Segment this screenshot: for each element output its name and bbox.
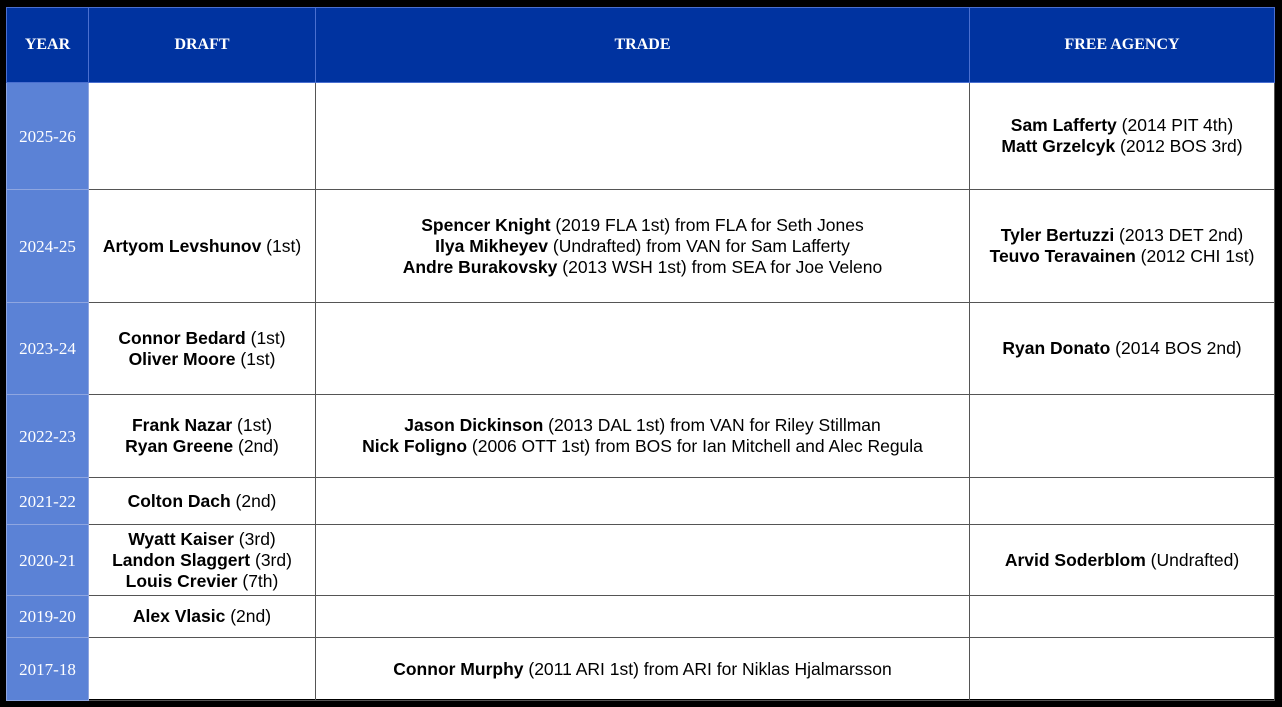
draft-entry [89, 236, 315, 257]
acquisition-detail: (2006 OTT 1st) from BOS for Ian Mitchell and Alec Regula [467, 436, 923, 456]
table-row [7, 596, 1275, 638]
trade-cell [316, 596, 970, 638]
table-row [7, 478, 1275, 525]
year-cell: 2023-24 [7, 303, 89, 395]
free-agency-entry [970, 550, 1274, 571]
player-name: Sam Lafferty [1010, 115, 1117, 135]
trade-cell [316, 638, 970, 701]
header-draft: DRAFT [89, 8, 316, 83]
draft-entry [89, 550, 315, 571]
player-name: Wyatt Kaiser [128, 528, 234, 549]
player-name: Landon Slaggert [112, 549, 251, 570]
trade-entry [316, 436, 969, 457]
trade-cell [316, 190, 970, 303]
year-cell: 2019-20 [7, 596, 89, 638]
draft-cell [89, 83, 316, 190]
player-name: Alex Vlasic [132, 606, 226, 626]
draft-cell [89, 525, 316, 596]
draft-entry [89, 571, 315, 592]
acquisition-detail: (1st) [232, 415, 273, 435]
header-year: YEAR [7, 8, 89, 83]
player-name: Tyler Bertuzzi [1000, 225, 1115, 245]
draft-cell [89, 638, 316, 701]
acquisition-detail: (1st) [261, 235, 302, 256]
free-agency-cell [970, 190, 1275, 303]
table-body [7, 83, 1275, 701]
free-agency-entry [970, 338, 1274, 359]
roster-acquisition-table [6, 7, 1275, 701]
header-row [7, 8, 1275, 83]
acquisition-detail: (2019 FLA 1st) from FLA for Seth Jones [550, 214, 864, 235]
player-name: Oliver Moore [128, 348, 236, 369]
acquisition-detail: (2013 DAL 1st) from VAN for Riley Stillman [543, 415, 881, 435]
acquisition-detail: (Undrafted) from VAN for Sam Lafferty [548, 235, 850, 256]
free-agency-cell [970, 83, 1275, 190]
free-agency-cell [970, 638, 1275, 701]
roster-table-frame [6, 7, 1274, 699]
trade-entry [316, 215, 969, 236]
year-cell: 2021-22 [7, 478, 89, 525]
draft-cell [89, 190, 316, 303]
trade-entry [316, 257, 969, 278]
header-trade: TRADE [316, 8, 970, 83]
acquisition-detail: (2014 PIT 4th) [1116, 115, 1234, 135]
acquisition-detail: (2nd) [225, 606, 272, 626]
player-name: Artyom Levshunov [102, 235, 262, 256]
player-name: Ryan Donato [1002, 338, 1111, 358]
acquisition-detail: (3rd) [250, 549, 292, 570]
trade-cell [316, 395, 970, 478]
acquisition-detail: (2011 ARI 1st) from ARI for Niklas Hjalmarsson [523, 658, 892, 679]
free-agency-entry [970, 115, 1274, 136]
acquisition-detail: (2nd) [230, 490, 277, 511]
player-name: Connor Murphy [393, 658, 524, 679]
draft-cell [89, 303, 316, 395]
player-name: Nick Foligno [362, 436, 468, 456]
free-agency-cell [970, 478, 1275, 525]
draft-entry [89, 436, 315, 457]
draft-cell [89, 596, 316, 638]
trade-cell [316, 525, 970, 596]
free-agency-cell [970, 395, 1275, 478]
acquisition-detail: (2014 BOS 2nd) [1110, 338, 1242, 358]
player-name: Ilya Mikheyev [435, 235, 549, 256]
free-agency-cell [970, 596, 1275, 638]
trade-entry [316, 236, 969, 257]
acquisition-detail: (2013 DET 2nd) [1114, 225, 1244, 245]
player-name: Jason Dickinson [404, 415, 544, 435]
draft-entry [89, 529, 315, 550]
draft-entry [89, 491, 315, 512]
player-name: Matt Grzelcyk [1001, 136, 1116, 156]
year-cell: 2022-23 [7, 395, 89, 478]
table-row [7, 638, 1275, 701]
free-agency-entry [970, 136, 1274, 157]
player-name: Andre Burakovsky [402, 256, 558, 277]
acquisition-detail: (2013 WSH 1st) from SEA for Joe Veleno [557, 256, 883, 277]
acquisition-detail: (3rd) [233, 528, 276, 549]
free-agency-cell [970, 525, 1275, 596]
player-name: Spencer Knight [421, 214, 551, 235]
player-name: Colton Dach [127, 490, 231, 511]
acquisition-detail: (Undrafted) [1145, 549, 1240, 570]
acquisition-detail: (1st) [235, 348, 276, 369]
draft-entry [89, 349, 315, 370]
player-name: Arvid Soderblom [1004, 549, 1146, 570]
draft-entry [89, 328, 315, 349]
free-agency-entry [970, 246, 1274, 267]
draft-entry [89, 415, 315, 436]
acquisition-detail: (7th) [237, 570, 279, 591]
year-cell: 2017-18 [7, 638, 89, 701]
player-name: Ryan Greene [125, 436, 234, 456]
free-agency-entry [970, 225, 1274, 246]
table-row [7, 303, 1275, 395]
acquisition-detail: (1st) [245, 327, 286, 348]
table-row [7, 525, 1275, 596]
trade-cell [316, 478, 970, 525]
player-name: Teuvo Teravainen [989, 246, 1136, 266]
year-cell: 2020-21 [7, 525, 89, 596]
acquisition-detail: (2012 BOS 3rd) [1115, 136, 1243, 156]
player-name: Louis Crevier [125, 570, 238, 591]
table-row [7, 83, 1275, 190]
acquisition-detail: (2012 CHI 1st) [1135, 246, 1255, 266]
player-name: Frank Nazar [131, 415, 233, 435]
free-agency-cell [970, 303, 1275, 395]
draft-entry [89, 606, 315, 627]
trade-cell [316, 303, 970, 395]
player-name: Connor Bedard [118, 327, 246, 348]
trade-entry [316, 415, 969, 436]
year-cell: 2024-25 [7, 190, 89, 303]
trade-cell [316, 83, 970, 190]
table-row [7, 190, 1275, 303]
year-cell: 2025-26 [7, 83, 89, 190]
acquisition-detail: (2nd) [233, 436, 279, 456]
trade-entry [316, 659, 969, 680]
draft-cell [89, 478, 316, 525]
table-row [7, 395, 1275, 478]
header-free-agency: FREE AGENCY [970, 8, 1275, 83]
draft-cell [89, 395, 316, 478]
